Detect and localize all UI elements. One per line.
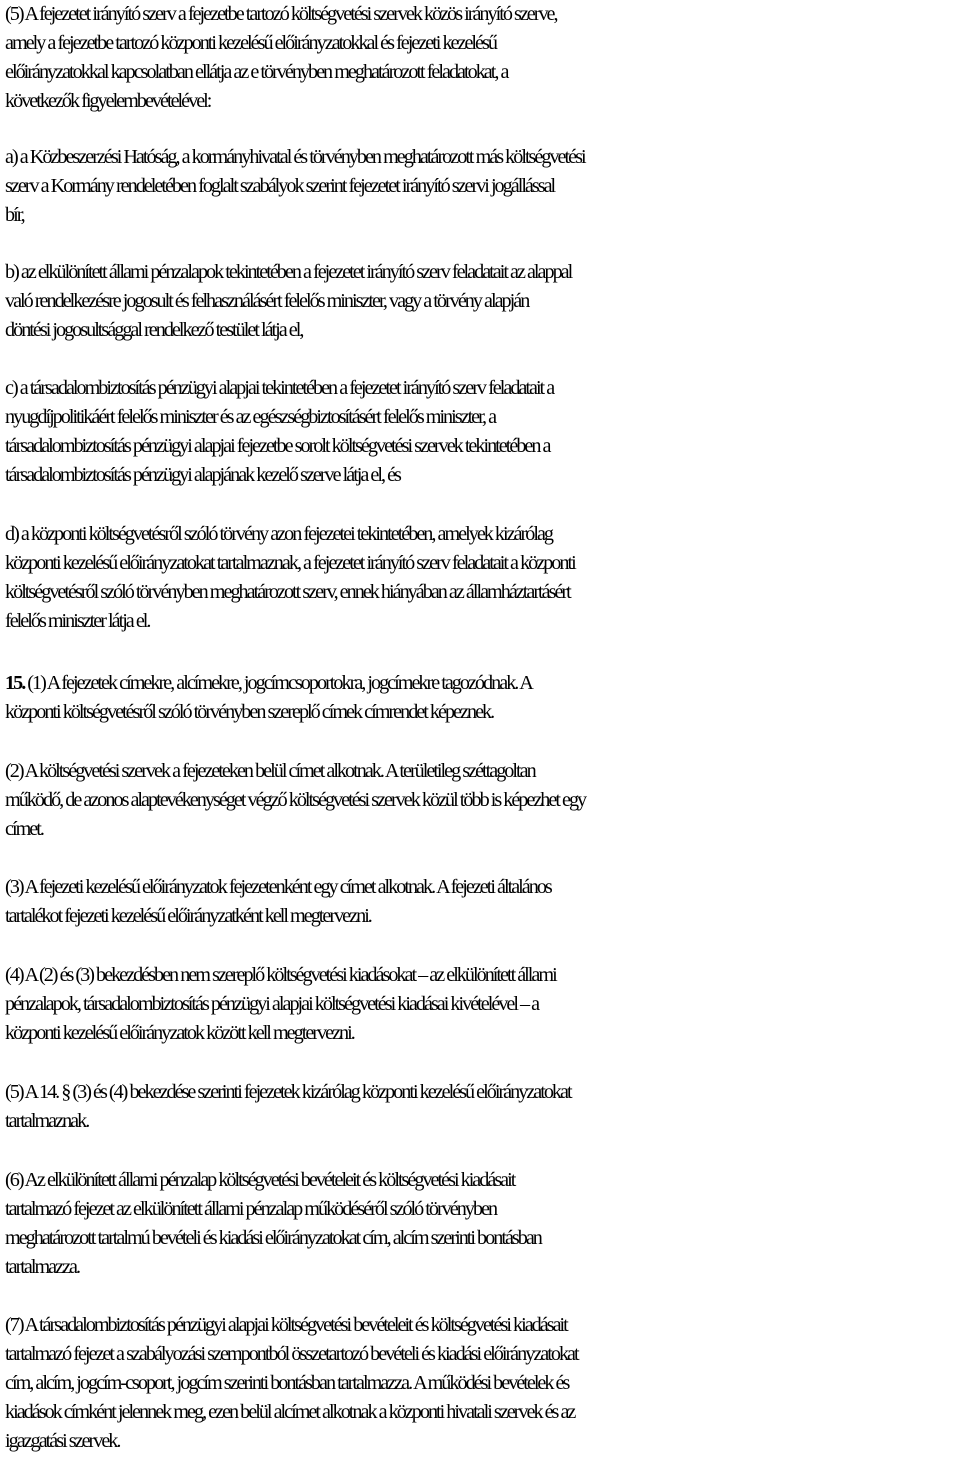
section-number: 15. — [5, 672, 25, 694]
text-line: pénzalapok, társadalombiztosítás pénzügyi alapjai költségvetési kiadásai kivételével – a — [5, 993, 539, 1015]
text-line: bír, — [5, 204, 24, 226]
text-line: címet. — [5, 818, 43, 840]
text-line: (5) A 14. § (3) és (4) bekezdése szerinti fejezetek kizárólag központi kezelésű előirányzatokat — [5, 1081, 571, 1103]
text-run: (1) A fejezetek címekre, alcímekre, jogcímcsoportokra, jogcímekre tagozódnak. A — [24, 672, 532, 694]
text-line: (4) A (2) és (3) bekezdésben nem szereplő költségvetési kiadásokat – az elkülönített állami — [5, 964, 556, 986]
text-line: tartalmazó fejezet a szabályozási szempontból összetartozó bevételi és kiadási előirányzatokat — [5, 1343, 578, 1365]
text-line: szerv a Kormány rendeletében foglalt szabályok szerint fejezetet irányító szervi jogállással — [5, 175, 555, 197]
text-line: való rendelkezésre jogosult és felhasználásért felelős miniszter, vagy a törvény alapján — [5, 290, 529, 312]
text-line: központi kezelésű előirányzatokat tartalmaznak, a fejezetet irányító szerv feladatait a központi — [5, 552, 575, 574]
text-line: cím, alcím, jogcím-csoport, jogcím szerinti bontásban tartalmazza. A működési bevételek és — [5, 1372, 569, 1394]
text-line: társadalombiztosítás pénzügyi alapjának kezelő szerve látja el, és — [5, 464, 400, 486]
text-line: felelős miniszter látja el. — [5, 610, 150, 632]
text-line: a) a Közbeszerzési Hatóság, a kormányhivatal és törvényben meghatározott más költségvetési — [5, 146, 585, 168]
text-line: b) az elkülönített állami pénzalapok tekintetében a fejezetet irányító szerv feladatait az alappal — [5, 261, 572, 283]
text-line: társadalombiztosítás pénzügyi alapjai fejezetbe sorolt költségvetési szervek tekintetében a — [5, 435, 550, 457]
text-line: (6) Az elkülönített állami pénzalap költségvetési bevételeit és költségvetési kiadásait — [5, 1169, 515, 1191]
section-15-paragraph-2 — [5, 757, 960, 844]
text-line: meghatározott tartalmú bevételi és kiadási előirányzatokat cím, alcím szerinti bontásban — [5, 1227, 541, 1249]
text-line: költségvetésről szóló törvényben meghatározott szerv, ennek hiányában az államháztartásért — [5, 581, 570, 603]
section-15-paragraph-5 — [5, 1078, 960, 1136]
text-line: következők figyelembevételével: — [5, 90, 211, 112]
text-line: döntési jogosultsággal rendelkező testület látja el, — [5, 319, 303, 341]
text-line: nyugdíjpolitikáért felelős miniszter és az egészségbiztosításért felelős miniszter, a — [5, 406, 496, 428]
text-line: (5) A fejezetet irányító szerv a fejezetbe tartozó költségvetési szervek közös irányító szerve, — [5, 3, 557, 25]
paragraph-5-intro — [5, 0, 960, 116]
text-line: tartalmazza. — [5, 1256, 80, 1278]
text-line: központi kezelésű előirányzatok között kell megtervezni. — [5, 1022, 354, 1044]
text-line: c) a társadalombiztosítás pénzügyi alapjai tekintetében a fejezetet irányító szerv feladatait a — [5, 377, 554, 399]
text-line: előirányzatokkal kapcsolatban ellátja az e törvényben meghatározott feladatokat, a — [5, 61, 508, 83]
section-15-paragraph-7 — [5, 1311, 960, 1456]
text-line: (3) A fejezeti kezelésű előirányzatok fejezetenként egy címet alkotnak. A fejezeti általános — [5, 876, 551, 898]
section-15-paragraph-3 — [5, 873, 960, 931]
list-item-d — [5, 520, 960, 636]
list-item-c — [5, 374, 960, 490]
text-line: tartalékot fejezeti kezelésű előirányzatként kell megtervezni. — [5, 905, 371, 927]
text-line: központi költségvetésről szóló törvényben szereplő címek címrendet képeznek. — [5, 701, 494, 723]
list-item-b — [5, 258, 960, 345]
text-line: tartalmazó fejezet az elkülönített állami pénzalap működéséről szóló törvényben — [5, 1198, 497, 1220]
text-line: működő, de azonos alaptevékenységet végző költségvetési szervek közül több is képezhet egy — [5, 789, 586, 811]
text-line: amely a fejezetbe tartozó központi kezelésű előirányzatokkal és fejezeti kezelésű — [5, 32, 496, 54]
section-15-paragraph-4 — [5, 961, 960, 1048]
section-15-paragraph-6 — [5, 1166, 960, 1282]
section-15-paragraph-1 — [5, 669, 960, 727]
text-line: d) a központi költségvetésről szóló törvény azon fejezetei tekintetében, amelyek kizárólag — [5, 523, 553, 545]
text-line: kiadások címként jelennek meg, ezen belül alcímet alkotnak a központi hivatali szervek és az — [5, 1401, 575, 1423]
list-item-a — [5, 143, 960, 230]
text-line: (7) A társadalombiztosítás pénzügyi alapjai költségvetési bevételeit és költségvetési kiadásait — [5, 1314, 567, 1336]
text-line: (2) A költségvetési szervek a fejezeteken belül címet alkotnak. A területileg széttagoltan — [5, 760, 535, 782]
text-line: tartalmaznak. — [5, 1110, 89, 1132]
text-line: igazgatási szervek. — [5, 1430, 120, 1452]
text-line — [5, 669, 960, 698]
